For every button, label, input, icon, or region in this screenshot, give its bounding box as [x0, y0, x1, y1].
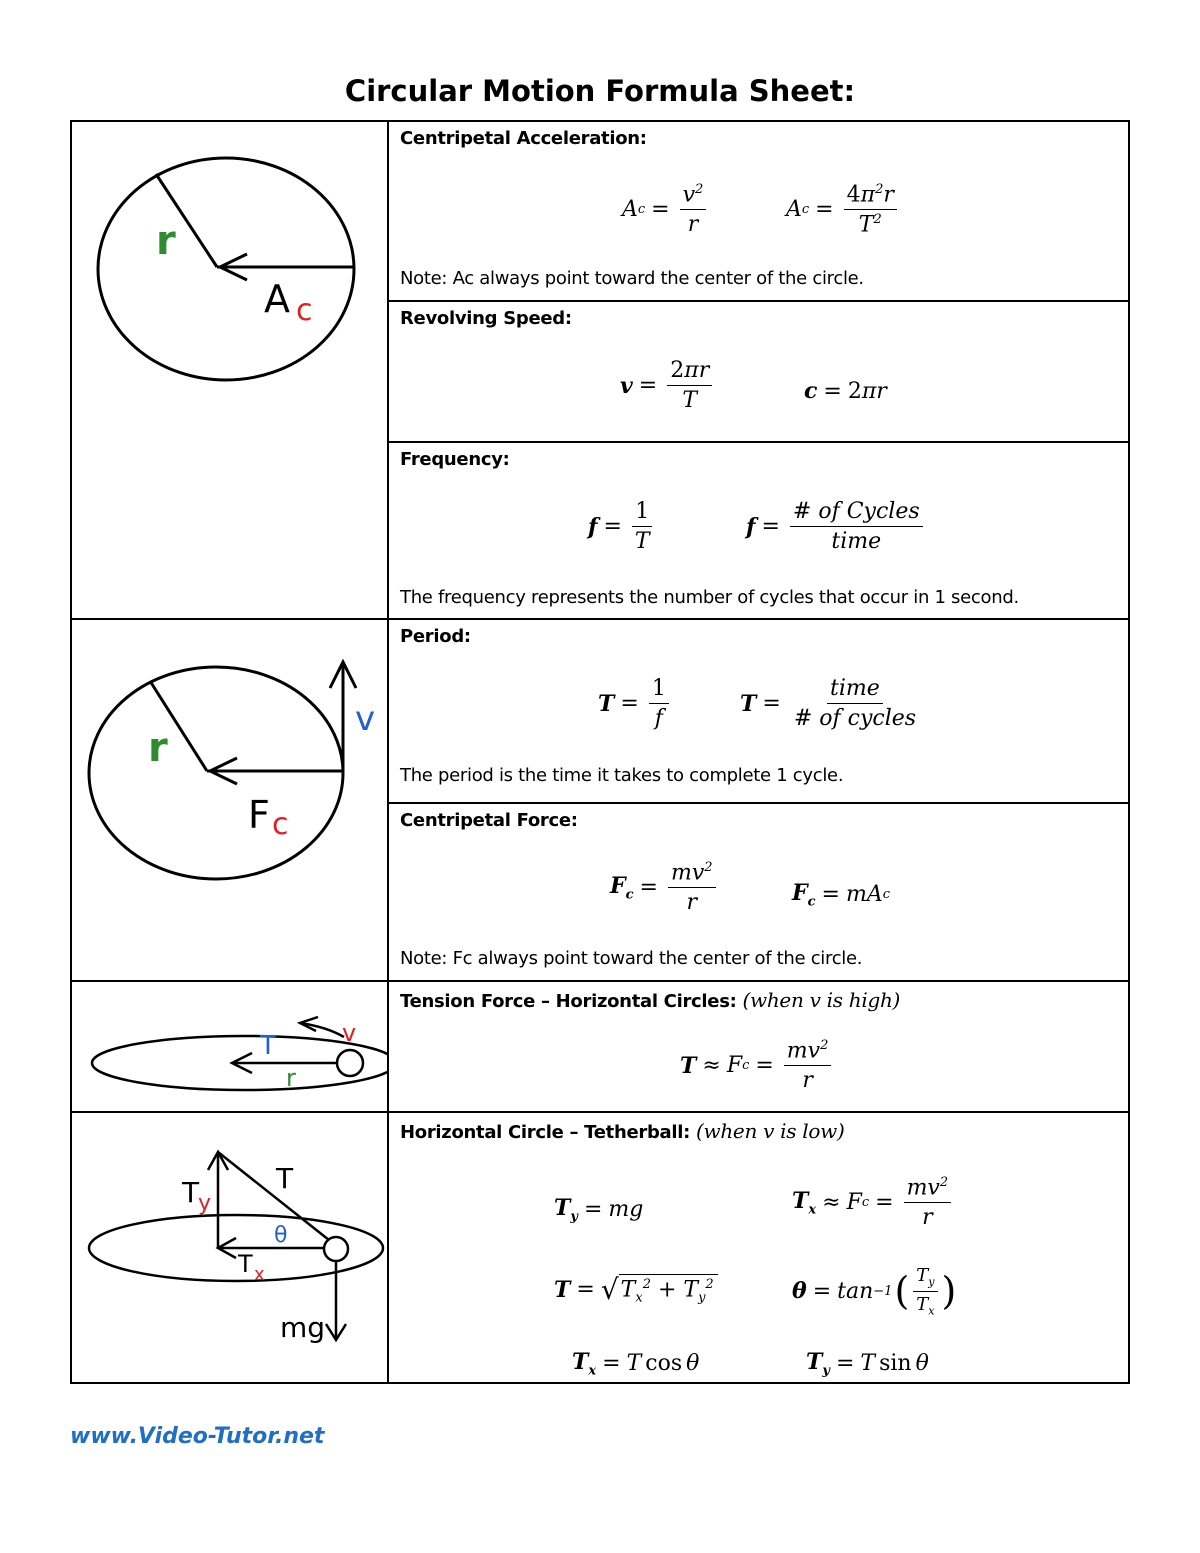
- force-label: F: [248, 793, 270, 837]
- tension-y-label: T: [182, 1176, 200, 1209]
- equation: T = $\frac{\text{time}}{\text{\# of cycles}}$: [740, 676, 917, 731]
- tension-diagram: [72, 981, 387, 1111]
- tension-y-subscript: y: [198, 1191, 212, 1216]
- section-heading: Tension Force – Horizontal Circles: (when v is high): [400, 988, 901, 1012]
- equation: T = $\frac{1}{f}$: [598, 676, 673, 731]
- equation: T ≈ F c = $\frac{mv^2}{r}$: [680, 1038, 835, 1093]
- equation: f = $\frac{\text{\# of Cycles}}{\text{time}}$: [746, 499, 927, 554]
- tetherball-section: [390, 1113, 1130, 1382]
- section-note: The period is the time it takes to complete 1 cycle.: [400, 765, 844, 786]
- tension-label: T: [276, 1162, 294, 1195]
- equation: $T_y$ = T sin θ: [806, 1349, 929, 1379]
- equation: $T_x$ ≈ F c = $\frac{mv^2}{r}$: [792, 1175, 955, 1230]
- period-section: [390, 620, 1130, 802]
- tetherball-diagram: [72, 1112, 387, 1382]
- equation: A c = $\frac{v^2}{r}$: [622, 182, 710, 237]
- force-diagram: [72, 618, 387, 980]
- centripetal-force-section: [390, 804, 1130, 980]
- tension-x-label: T: [238, 1250, 253, 1278]
- site-link[interactable]: www.Video-Tutor.net: [70, 1424, 325, 1449]
- section-heading: Period:: [400, 626, 471, 647]
- section-heading: Frequency:: [400, 449, 510, 470]
- equation: v = $\frac{2\pi r}{T}$: [620, 358, 716, 413]
- tension-horizontal-section: [390, 982, 1130, 1111]
- section-heading: Horizontal Circle – Tetherball: (when v is low): [400, 1119, 845, 1143]
- section-note: The frequency represents the number of cycles that occur in 1 second.: [400, 587, 1019, 608]
- equation: A c = $\frac{4\pi^2r}{T^2}$: [786, 182, 901, 238]
- acceleration-subscript: c: [296, 293, 313, 328]
- frequency-section: [390, 443, 1130, 618]
- acceleration-diagram: [72, 122, 387, 618]
- weight-label: mg: [280, 1311, 326, 1344]
- equation: c = 2 πr: [804, 378, 887, 404]
- velocity-label: v: [342, 1019, 357, 1047]
- acceleration-label: A: [264, 277, 290, 321]
- column-divider: [387, 122, 389, 1382]
- section-heading: Revolving Speed:: [400, 308, 572, 329]
- force-subscript: c: [272, 807, 289, 842]
- theta-label: θ: [274, 1223, 288, 1248]
- tension-x-subscript: x: [254, 1264, 265, 1285]
- equation: $F_c$ = $\frac{mv^2}{r}$: [610, 860, 720, 915]
- radius-label: r: [156, 218, 176, 264]
- tension-label: T: [260, 1031, 276, 1061]
- section-note: Note: Ac always point toward the center of the circle.: [400, 268, 864, 289]
- section-condition: (when v is low): [696, 1119, 845, 1143]
- section-condition: (when v is high): [742, 988, 901, 1012]
- section-heading: Centripetal Acceleration:: [400, 128, 647, 149]
- equation: f = $\frac{1}{T}$: [588, 499, 657, 554]
- page-title: Circular Motion Formula Sheet:: [344, 74, 856, 108]
- revolving-speed-section: [390, 302, 1130, 441]
- section-note: Note: Fc always point toward the center of the circle.: [400, 948, 863, 969]
- equation: $T_x$ = T cos θ: [572, 1349, 700, 1379]
- equation: $F_c$ = mA c: [792, 880, 891, 910]
- formula-table: [70, 120, 1130, 1384]
- equation: T = √ $T_x^2 + T_y^2$: [554, 1273, 718, 1306]
- velocity-label: v: [355, 699, 376, 739]
- centripetal-acceleration-section: [390, 122, 1130, 300]
- equation: θ = tan −1 ( $\frac{T_y}{T_x}$ ): [792, 1265, 957, 1318]
- radius-label: r: [286, 1064, 296, 1092]
- equation: $T_y$ = mg: [554, 1195, 644, 1225]
- radius-label: r: [148, 725, 168, 771]
- section-heading: Centripetal Force:: [400, 810, 578, 831]
